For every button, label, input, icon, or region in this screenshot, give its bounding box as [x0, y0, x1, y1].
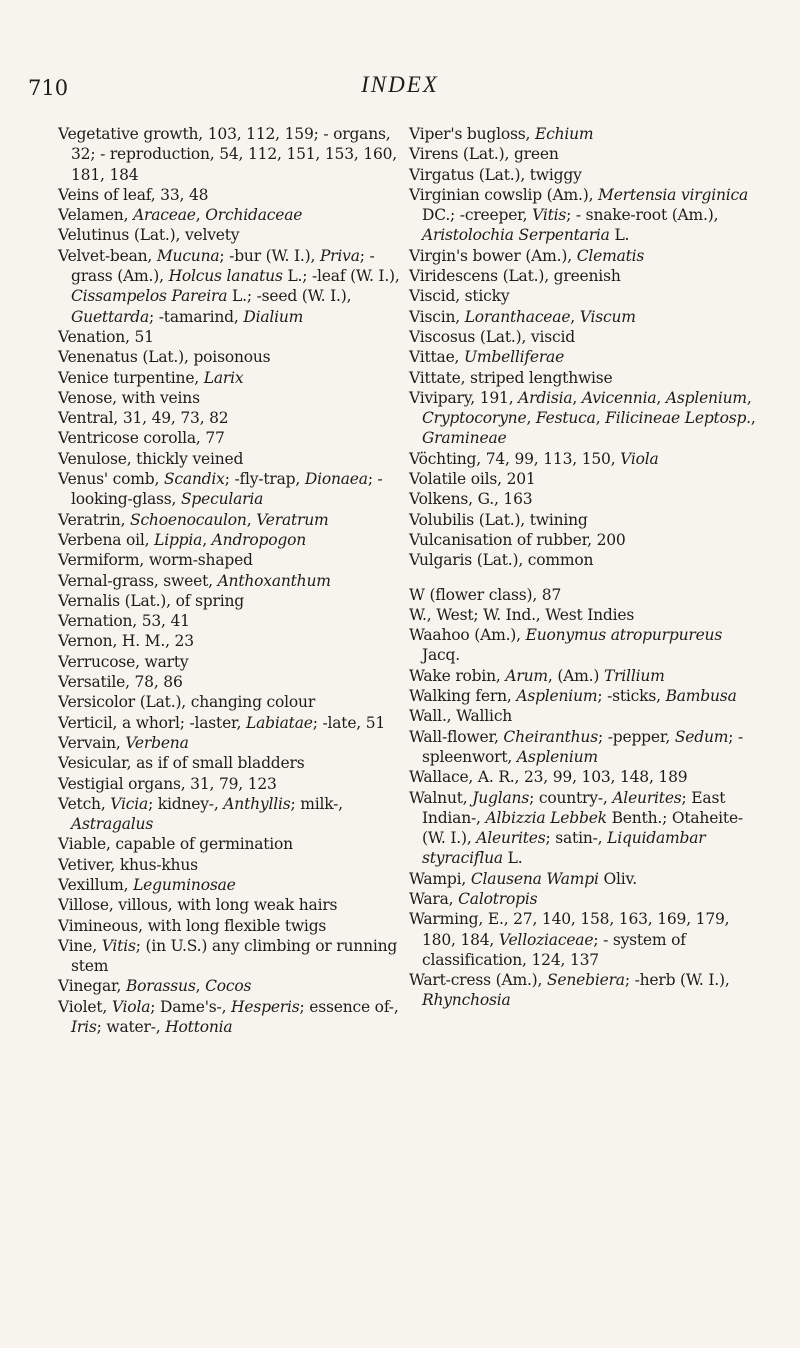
index-entry: Vegetative growth, 103, 112, 159; - organs, 32; - reproduction, 54, 112, 151, 153, 160, 181, 184: [58, 125, 398, 184]
page-number: 710: [28, 76, 69, 100]
index-entry: Vimineous, with long flexible twigs: [58, 916, 327, 935]
index-entry: Virgatus (Lat.), twiggy: [409, 165, 582, 184]
right-column: [409, 124, 764, 1011]
index-entry: Ventral, 31, 49, 73, 82: [58, 409, 229, 428]
index-entry: Venus' comb, Scandix; -fly-trap, Dionaea; -looking-glass, Specularia: [58, 470, 383, 509]
index-entry: Vernation, 53, 41: [58, 612, 190, 631]
index-entry: Vesicular, as if of small bladders: [58, 754, 305, 773]
index-entry: Vexillum, Leguminosae: [58, 875, 236, 894]
index-entry: Vervain, Verbena: [58, 733, 189, 752]
index-entry: Venose, with veins: [58, 388, 200, 407]
index-entry: Vetiver, khus-khus: [58, 855, 198, 874]
index-entry: W (flower class), 87: [409, 585, 562, 604]
index-entry: Wake robin, Arum, (Am.) Trillium: [409, 666, 665, 685]
index-entry: Verrucose, warty: [58, 652, 189, 671]
index-entry: Verticil, a whorl; -laster, Labiatae; -late, 51: [58, 713, 386, 732]
index-entry: Viscosus (Lat.), viscid: [409, 327, 575, 346]
index-entry: Virgin's bower (Am.), Clematis: [409, 246, 645, 265]
index-entry: Volatile oils, 201: [409, 470, 536, 489]
index-entry: Vittate, striped lengthwise: [409, 368, 613, 387]
index-entry: Volubilis (Lat.), twining: [409, 510, 588, 529]
index-entry: Venice turpentine, Larix: [58, 368, 244, 387]
index-entry: Walking fern, Asplenium; -sticks, Bambusa: [409, 687, 737, 706]
index-entry: Volkens, G., 163: [409, 490, 533, 509]
index-entry: Virginian cowslip (Am.), Mertensia virginica DC.; -creeper, Vitis; - snake-root (Am.), Aristolochia Serpentaria L.: [409, 185, 749, 245]
index-entry: Vernon, H. M., 23: [58, 632, 194, 651]
index-entry: Veins of leaf, 33, 48: [58, 185, 209, 204]
left-column: [58, 124, 413, 1037]
index-entry: Venation, 51: [58, 327, 154, 346]
index-entry: Vöchting, 74, 99, 113, 150, Viola: [409, 449, 659, 468]
index-entry: Wart-cress (Am.), Senebiera; -herb (W. I.), Rhynchosia: [409, 971, 730, 1010]
index-entry: Walnut, Juglans; country-, Aleurites; East Indian-, Albizzia Lebbek Benth.; Otaheite- (W. I.), Aleurites; satin-, Liquidambar styraciflua L.: [409, 788, 743, 868]
index-entry: Vernal-grass, sweet, Anthoxanthum: [58, 571, 331, 590]
index-entry: Velamen, Araceae, Orchidaceae: [58, 206, 303, 225]
index-entry: Viable, capable of germination: [58, 835, 293, 854]
index-entry: Viscid, sticky: [409, 287, 510, 306]
index-entry: W., West; W. Ind., West Indies: [409, 605, 635, 624]
index-entry: Versicolor (Lat.), changing colour: [58, 693, 316, 712]
index-entry: Viscin, Loranthaceae, Viscum: [409, 307, 636, 326]
index-entry: Virens (Lat.), green: [409, 145, 559, 164]
index-entry: Wall., Wallich: [409, 707, 513, 726]
index-entry: Villose, villous, with long weak hairs: [58, 896, 338, 915]
index-entry: Vittae, Umbelliferae: [409, 348, 565, 367]
index-entry: Velutinus (Lat.), velvety: [58, 226, 240, 245]
index-entry: Viper's bugloss, Echium: [409, 125, 594, 143]
index-entry: Vine, Vitis; (in U.S.) any climbing or running stem: [58, 936, 398, 976]
page-title: INDEX: [361, 72, 439, 97]
index-entry: Wall-flower, Cheiranthus; -pepper, Sedum; -spleenwort, Asplenium: [409, 727, 744, 766]
index-entry: Vermiform, worm-shaped: [58, 551, 253, 570]
index-entry: Vivipary, 191, Ardisia, Avicennia, Asplenium, Cryptocoryne, Festuca, Filicineae Leptosp., Gramineae: [409, 388, 756, 448]
index-entry: Ventricose corolla, 77: [58, 429, 225, 448]
index-entry: Velvet-bean, Mucuna; -bur (W. I.), Priva; -grass (Am.), Holcus lanatus L.; -leaf (W. I.), Cissampelos Pareira L.; -seed (W. I.), Guettarda; -tamarind, Dialium: [58, 246, 400, 326]
index-entry: Veratrin, Schoenocaulon, Veratrum: [58, 510, 329, 529]
index-entry: Vernalis (Lat.), of spring: [58, 591, 244, 610]
index-entry: Vulgaris (Lat.), common: [409, 551, 594, 570]
index-entry: Vestigial organs, 31, 79, 123: [58, 774, 277, 793]
index-entry: Vulcanisation of rubber, 200: [409, 530, 626, 549]
index-entry: Vetch, Vicia; kidney-, Anthyllis; milk-, Astragalus: [58, 794, 343, 834]
index-entry: Venulose, thickly veined: [58, 449, 244, 468]
index-entry: Viridescens (Lat.), greenish: [409, 267, 621, 286]
index-entry: Wallace, A. R., 23, 99, 103, 148, 189: [409, 768, 688, 787]
index-entry: Wara, Calotropis: [409, 889, 538, 908]
index-entry: Violet, Viola; Dame's-, Hesperis; essence of-, Iris; water-, Hottonia: [58, 997, 399, 1037]
index-entry: Wampi, Clausena Wampi Oliv.: [409, 869, 637, 888]
index-entry: Venenatus (Lat.), poisonous: [58, 348, 271, 367]
index-entry: Vinegar, Borassus, Cocos: [58, 977, 252, 996]
index-entry: Waahoo (Am.), Euonymus atropurpureus Jacq.: [409, 626, 723, 665]
index-entry: Versatile, 78, 86: [58, 673, 183, 692]
index-entry: Verbena oil, Lippia, Andropogon: [58, 530, 307, 549]
index-entry: Warming, E., 27, 140, 158, 163, 169, 179, 180, 184, Velloziaceae; - system of classification, 124, 137: [409, 910, 730, 969]
